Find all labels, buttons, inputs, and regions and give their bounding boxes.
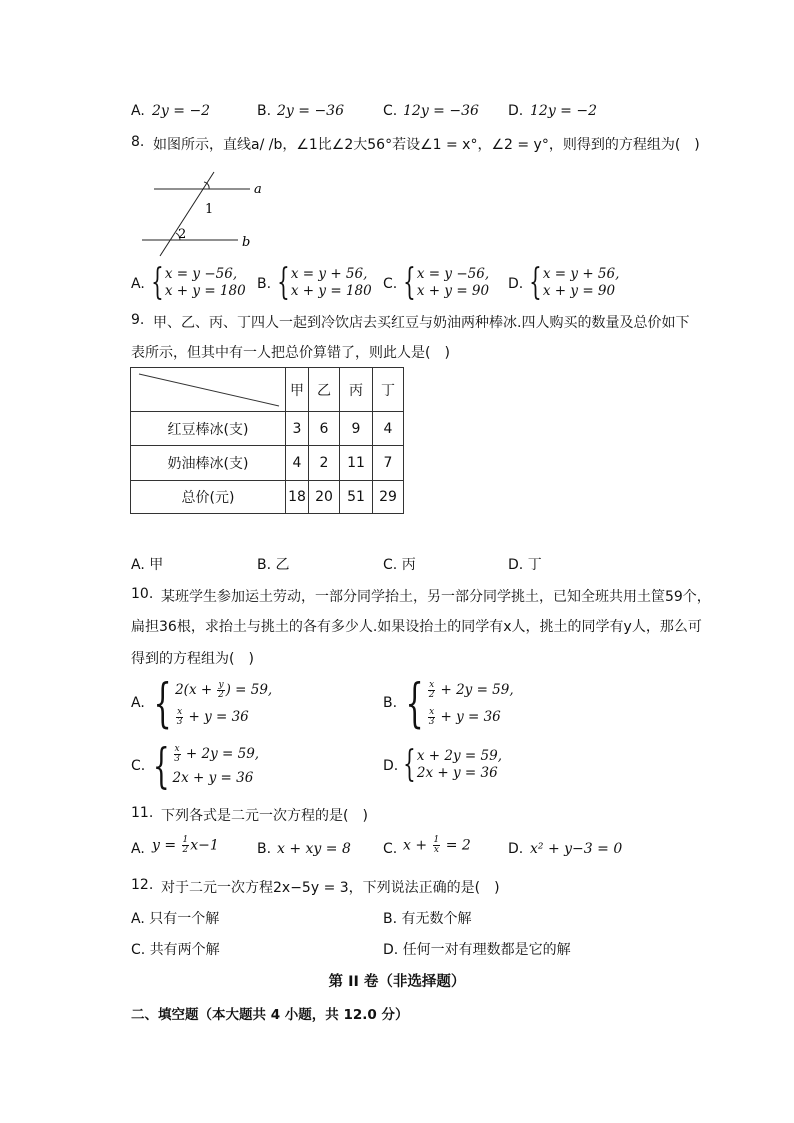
- cell: 18: [286, 481, 309, 514]
- q9-option-a: A. 甲: [131, 557, 164, 573]
- q11-stem: 下列各式是二元一次方程的是( ): [161, 808, 368, 824]
- q11-option-d-text: x² + y−3 = 0: [530, 841, 623, 857]
- q12-number: 12.: [131, 877, 154, 893]
- cell: 6: [309, 412, 340, 446]
- q10-option-b-system: { $\frac{x}{2}$ + 2y = 59, $\frac{x}{3}$ + y = 36: [405, 674, 514, 734]
- q9-option-d: D. 丁: [508, 557, 542, 573]
- table-row: [131, 446, 404, 481]
- q8-option-d-system: { x = y + 56, x + y = 90: [529, 262, 620, 303]
- q12-option-d: D. 任何一对有理数都是它的解: [383, 942, 571, 958]
- q11-option-b-label: B.: [257, 841, 272, 857]
- angle-1-label: 1: [205, 202, 214, 217]
- section2-subtitle: 二、填空题（本大题共 4 小题，共 12.0 分）: [131, 1007, 409, 1023]
- q9-number: 9.: [131, 312, 145, 328]
- table-header-row: [131, 368, 404, 412]
- header-ding: 丁: [373, 368, 404, 412]
- q11-option-c-label: C.: [383, 841, 398, 857]
- q7-option-c-text: 12y = −36: [403, 103, 479, 119]
- angle-2-label: 2: [178, 227, 187, 242]
- diagonal-header-cell: [131, 368, 286, 412]
- row-label: 总价(元): [131, 481, 286, 514]
- q7-option-c-label: C.: [383, 103, 398, 119]
- q7-option-b-label: B.: [257, 103, 272, 119]
- q8-option-d-label: D.: [508, 276, 524, 292]
- q7-option-a-label: A.: [131, 103, 145, 119]
- q11-number: 11.: [131, 805, 154, 821]
- q8-option-a-label: A.: [131, 276, 145, 292]
- q11-option-a-label: A.: [131, 841, 145, 857]
- row-label: 奶油棒冰(支): [131, 446, 286, 481]
- header-bing: 丙: [340, 368, 373, 412]
- q8-option-b-label: B.: [257, 276, 272, 292]
- q7-option-b-text: 2y = −36: [277, 103, 344, 119]
- q12-stem: 对于二元一次方程2x−5y = 3，下列说法正确的是( ): [161, 880, 500, 896]
- q8-number: 8.: [131, 134, 145, 150]
- table-row: [131, 412, 404, 446]
- q12-option-a: A. 只有一个解: [131, 911, 220, 927]
- q11-option-b-text: x + xy = 8: [277, 841, 351, 857]
- q8-stem: 如图所示，直线a/ /b，∠1比∠2大56°若设∠1 = x°，∠2 = y°，则得到的方程组为( ): [153, 137, 700, 153]
- q10-option-c-system: { $\frac{x}{3}$ + 2y = 59, 2x + y = 36: [152, 738, 260, 794]
- q9-stem-line1: 甲、乙、丙、丁四人一起到冷饮店去买红豆与奶油两种棒冰.四人购买的数量及总价如下: [153, 315, 690, 331]
- q11-option-a-text: y = $\frac{1}{2}$ x−1: [152, 835, 219, 855]
- q8-option-c-label: C.: [383, 276, 398, 292]
- line-b-label: b: [242, 235, 251, 250]
- q12-option-c: C. 共有两个解: [131, 942, 220, 958]
- cell: 7: [373, 446, 404, 481]
- q8-option-a-system: { x = y −56, x + y = 180: [151, 262, 246, 303]
- q12-option-b: B. 有无数个解: [383, 911, 472, 927]
- row-label: 红豆棒冰(支): [131, 412, 286, 446]
- cell: 2: [309, 446, 340, 481]
- q11-option-c-text: x + $\frac{1}{x}$ = 2: [403, 835, 471, 855]
- header-jia: 甲: [286, 368, 309, 412]
- cell: 9: [340, 412, 373, 446]
- cell: 29: [373, 481, 404, 514]
- line-a-label: a: [254, 182, 262, 197]
- cell: 4: [286, 446, 309, 481]
- header-yi: 乙: [309, 368, 340, 412]
- q8-figure: [138, 170, 268, 260]
- q7-option-d-label: D.: [508, 103, 524, 119]
- cell: 4: [373, 412, 404, 446]
- q9-table: [130, 367, 404, 514]
- q10-stem-line3: 得到的方程组为( ): [131, 651, 254, 667]
- q10-option-d-label: D.: [383, 758, 399, 774]
- section2-title: 第 II 卷（非选择题）: [328, 974, 466, 990]
- q7-option-d-text: 12y = −2: [530, 103, 597, 119]
- cell: 11: [340, 446, 373, 481]
- q10-option-d-system: { x + 2y = 59, 2x + y = 36: [403, 744, 502, 785]
- q9-option-b: B. 乙: [257, 557, 290, 573]
- q10-stem-line2: 扁担36根，求抬土与挑土的各有多少人.如果设抬土的同学有x人，挑土的同学有y人，那么可: [131, 619, 702, 635]
- q10-option-a-system: { 2(x + $\frac{y}{2}$ ) = 59, $\frac{x}{3}$ + y = 36: [153, 674, 273, 734]
- q10-option-b-label: B.: [383, 695, 398, 711]
- q8-option-b-system: { x = y + 56, x + y = 180: [277, 262, 372, 303]
- table-row: [131, 481, 404, 514]
- q11-option-d-label: D.: [508, 841, 524, 857]
- q10-option-a-label: A.: [131, 695, 145, 711]
- cell: 3: [286, 412, 309, 446]
- q10-stem-line1: 某班学生参加运土劳动，一部分同学抬土，另一部分同学挑土，已知全班共用土筐59个，: [161, 589, 711, 605]
- q10-number: 10.: [131, 586, 154, 602]
- q9-option-c: C. 丙: [383, 557, 416, 573]
- cell: 51: [340, 481, 373, 514]
- q10-option-c-label: C.: [131, 758, 146, 774]
- q8-option-c-system: { x = y −56, x + y = 90: [403, 262, 490, 303]
- q7-option-a-text: 2y = −2: [152, 103, 211, 119]
- q9-stem-line2: 表所示，但其中有一人把总价算错了，则此人是( ): [131, 345, 450, 361]
- cell: 20: [309, 481, 340, 514]
